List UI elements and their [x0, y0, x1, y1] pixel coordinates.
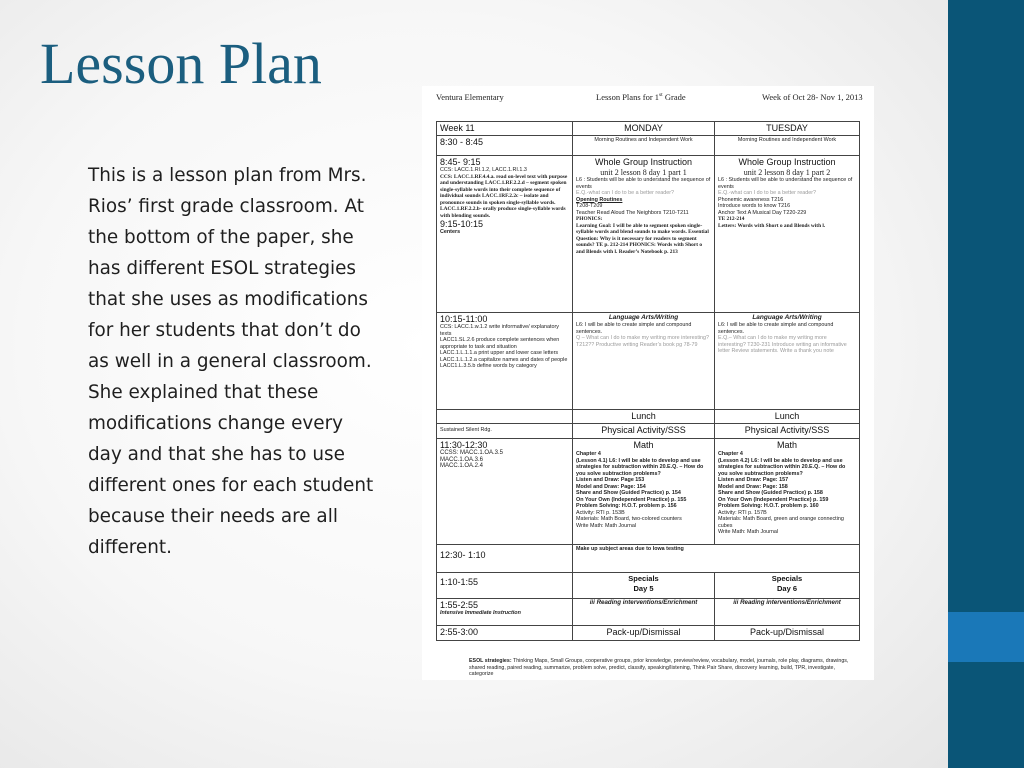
slide-body-text: This is a lesson plan from Mrs. Rios’ first grade classroom. At the bottom of the paper, she has different ESOL strategies that she uses as modifications for her students that don’t do as well in a general classroom. She explained that these modifications change every day and that she has to use different ones for each student because their needs are all different. — [88, 165, 374, 558]
standards-text: CCS: LACC.1.RF.4.4.a. read on-level text with purpose and understanding LACC.1.RF.2.2.d – segment spoken single-syllable words into their complete sequence of individual sounds LACC.1RF.2.2c – isolate and pronounce sounds in spoken single-syllable words. LACC.1.RF.2.2.b- orally produce single-syllable words with blending sounds. — [440, 173, 568, 219]
dismissal-label: Pack-up/Dismissal — [606, 627, 681, 637]
esol-label: ESOL strategies: — [469, 658, 512, 664]
cell-line: Activity: RTI p. 153B — [576, 509, 625, 516]
time-label: 8:30 - 8:45 — [440, 137, 484, 147]
cell-line: L6: I will be able to create simple and compound sentences. — [576, 322, 692, 335]
standards-text: MACC.1.OA.2.4 — [440, 463, 484, 469]
table-row — [437, 545, 860, 573]
table-row — [437, 410, 860, 424]
monday-cell — [573, 573, 715, 599]
cell-line: T208-T209 — [576, 203, 603, 209]
cell-line: Problem Solving: H.O.T. problem p. 160 — [718, 503, 819, 509]
cell-subheading: unit 2 lesson 8 day 1 part 1 — [600, 168, 687, 177]
cell-line: Teacher Read Aloud The Neighbors T210-T211 — [576, 209, 689, 216]
time-cell — [437, 410, 573, 424]
cell-line: Learning Goal: I will be able to segment spoken single-syllable words and blend sounds to make words. Essential Question: Why is it necessary for readers to segment sounds? TE p. 212-214 PHONICS: Words with Short o and Blends with l. Reader’s Notebook p. 213 — [576, 222, 709, 255]
table-row — [437, 136, 860, 156]
specials-label: Specials — [771, 574, 803, 583]
cell-line: Materials: Math Board, two-colored counters — [576, 516, 682, 522]
tuesday-cell — [715, 424, 860, 439]
cell-line: PHONICS: — [576, 216, 603, 222]
cell-line: Listen and Draw: Page: 157 — [718, 477, 789, 483]
time-label: 9:15-10:15 — [440, 219, 484, 229]
specials-day: Day 6 — [776, 584, 797, 593]
table-row — [437, 424, 860, 439]
time-cell — [437, 424, 573, 439]
time-label: 10:15-11:00 — [440, 314, 488, 324]
monday-cell — [573, 313, 715, 410]
monday-cell — [573, 156, 715, 313]
table-row — [437, 122, 860, 136]
intervention-text: iii Reading interventions/Enrichment — [589, 599, 698, 606]
cell-line: Phonemic awareness T216 — [718, 196, 784, 203]
cell-line: Model and Draw: Page: 158 — [718, 483, 788, 490]
lunch-label: Lunch — [774, 411, 800, 421]
cell-subheading: unit 2 lesson 8 day 1 part 2 — [743, 168, 831, 177]
cell-line: Share and Show (Guided Practice) p. 158 — [718, 490, 823, 496]
time-cell — [437, 545, 573, 573]
monday-label: MONDAY — [624, 123, 663, 133]
cell-line: Opening Routines — [576, 196, 623, 203]
cell-line: E.Q.– What can I do to make my writing more interesting? T230-231 Introduce writing an informative letter Review statements. Write a thank you note — [718, 335, 847, 354]
standards-text: CCS: LACC.1.w.1.2 write informative/ explanatory texts — [440, 324, 559, 337]
time-cell — [437, 599, 573, 626]
right-accent-highlight — [948, 612, 1024, 662]
cell-line: Share and Show (Guided Practice) p. 154 — [576, 490, 681, 496]
cell-line: Letters: Words with Short o and Blends with l. — [718, 222, 826, 229]
table-row — [437, 626, 860, 641]
cell-line: Write Math: Math Journal — [576, 522, 637, 529]
ssr-label: Sustained Silent Rdg. — [440, 427, 492, 433]
cell-heading: Whole Group Instruction — [738, 157, 836, 167]
cell-line: (Lesson 4.1) L6: I will be able to develop and use strategies for subtraction within 20.E.Q. – How do you solve subtraction problems? — [576, 457, 704, 477]
doc-plan-title — [596, 92, 686, 102]
time-label: 1:55-2:55 — [440, 600, 479, 610]
pe-label: Physical Activity/SSS — [601, 425, 686, 435]
doc-plan-title-sup: st — [659, 92, 663, 99]
monday-cell — [573, 136, 715, 156]
cell-line: L6 : Students will be able to understand the sequence of events — [718, 177, 853, 190]
week-label: Week 11 — [440, 123, 475, 133]
cell-line: E.Q.-what can I do to be a better reader? — [576, 190, 674, 196]
time-cell — [437, 136, 573, 156]
tuesday-cell — [715, 156, 860, 313]
cell-heading: Language Arts/Writing — [608, 314, 679, 321]
tuesday-cell — [715, 626, 860, 641]
monday-cell — [573, 410, 715, 424]
pe-label: Physical Activity/SSS — [744, 425, 830, 435]
cell-line: Model and Draw: Page: 154 — [576, 483, 646, 490]
cell-line: Activity: RTI p. 157B — [718, 509, 767, 516]
tuesday-cell — [715, 599, 860, 626]
time-label: 2:55-3:00 — [440, 627, 479, 637]
cell-line: Listen and Draw: Page 153 — [576, 477, 645, 483]
tuesday-cell — [715, 313, 860, 410]
doc-plan-title-suffix: Grade — [662, 92, 686, 102]
doc-school-name: Ventura Elementary — [436, 92, 504, 102]
specials-day: Day 5 — [633, 584, 654, 593]
standards-text: LACC1.L.3.5.b define words by category — [440, 363, 537, 369]
routine-text: Morning Routines and Independent Work — [594, 137, 693, 143]
time-cell — [437, 313, 573, 410]
routine-text: Morning Routines and Independent Work — [737, 137, 837, 143]
cell-heading: Language Arts/Writing — [752, 314, 822, 321]
cell-line: On Your Own (Independent Practice) p. 155 — [576, 496, 687, 503]
cell-line: Introduce words to know T216 — [718, 203, 791, 209]
time-cell — [437, 573, 573, 599]
time-cell — [437, 439, 573, 545]
time-label: 11:30-12:30 — [440, 440, 488, 450]
time-cell — [437, 156, 573, 313]
cell-line: L6 : Students will be able to understand the sequence of events — [576, 177, 711, 190]
tuesday-header — [715, 122, 860, 136]
time-label: 12:30- 1:10 — [440, 550, 486, 560]
cell-line: (Lesson 4.2) L6: I will be able to develop and use strategies for subtraction within 20.E.Q. – How do you solve subtraction problems? — [718, 457, 846, 477]
cell-line: Materials: Math Board, green and orange connecting cubes — [718, 516, 844, 529]
time-cell — [437, 626, 573, 641]
cell-heading: Whole Group Instruction — [594, 157, 693, 167]
testing-note: Make up subject areas due to Iowa testing — [576, 546, 684, 552]
table-row — [437, 156, 860, 313]
lesson-plan-table — [436, 121, 860, 641]
table-row — [437, 573, 860, 599]
standards-text: MACC.1.OA.3.6 — [440, 456, 484, 463]
cell-line: Write Math: Math Journal — [718, 529, 779, 535]
table-row — [437, 599, 860, 626]
lunch-label: Lunch — [631, 411, 656, 421]
doc-plan-title-text: Lesson Plans for 1 — [596, 92, 660, 102]
cell-line: Chapter 4 — [576, 451, 601, 457]
standards-text: CCS: LACC.1.RI.1.2, LACC.1.RI.1.3 — [440, 167, 527, 173]
esol-strategies — [469, 658, 854, 678]
monday-cell — [573, 626, 715, 641]
table-row — [437, 439, 860, 545]
intervention-text: iii Reading interventions/Enrichment — [733, 599, 841, 606]
cell-line: L6: I will be able to create simple and compound sentences. — [718, 322, 834, 335]
slide-title: Lesson Plan — [40, 31, 322, 96]
cell-line: Q – What can I do to make my writing more interesting? T212?? Productive writing Reader’s book pg 78-79 — [576, 335, 710, 348]
cell-line: Problem Solving: H.O.T. problem p. 156 — [576, 503, 677, 509]
cell-heading: Math — [776, 440, 797, 450]
time-label: 1:10-1:55 — [440, 577, 479, 587]
week-cell — [437, 122, 573, 136]
doc-week-of: Week of Oct 28- Nov 1, 2013 — [762, 92, 863, 102]
cell-line: Anchor Text A Musical Day T220-229 — [718, 209, 807, 216]
monday-cell — [573, 439, 715, 545]
tuesday-label: TUESDAY — [766, 123, 808, 133]
tuesday-cell — [715, 136, 860, 156]
standards-text: LACC1.SL.2.6 produce complete sentences when appropriate to task and situation — [440, 337, 560, 350]
monday-header — [573, 122, 715, 136]
cell-line: Chapter 4 — [718, 451, 743, 457]
centers-label: Centers — [440, 229, 461, 235]
esol-text: Thinking Maps, Small Groups, cooperative groups, prior knowledge, preview/review, vocabulary, model, journals, role play, diagrams, drawings, shared reading, paired reading, summarize, problem solve, predict, classify, speaking/listening, Think Pair Share, discovery learning, build, TPR, investigate, categorize — [469, 658, 849, 678]
standards-text: CCSS: MACC.1.OA.3.5 — [440, 450, 504, 456]
standards-text: LACC.1.L.1.2.a capitalize names and dates of people — [440, 356, 568, 363]
monday-cell — [573, 424, 715, 439]
specials-label: Specials — [628, 574, 659, 583]
cell-line: TE 212-214 — [718, 216, 745, 222]
time-label: 8:45- 9:15 — [440, 157, 481, 167]
cell-line: E.Q.-what can I do to be a better reader? — [718, 190, 816, 196]
cell-heading: Math — [633, 440, 654, 450]
tuesday-cell — [715, 573, 860, 599]
testing-cell — [573, 545, 860, 573]
monday-cell — [573, 599, 715, 626]
standards-text: LACC.1.L.1.1.a print upper and lower case letters — [440, 350, 559, 356]
tuesday-cell — [715, 439, 860, 545]
intervention-label: Intensive Immediate Instruction — [440, 610, 521, 616]
cell-line: On Your Own (Independent Practice) p. 159 — [718, 496, 829, 503]
table-row — [437, 313, 860, 410]
dismissal-label: Pack-up/Dismissal — [749, 627, 825, 637]
tuesday-cell — [715, 410, 860, 424]
lesson-plan-document — [422, 86, 874, 680]
